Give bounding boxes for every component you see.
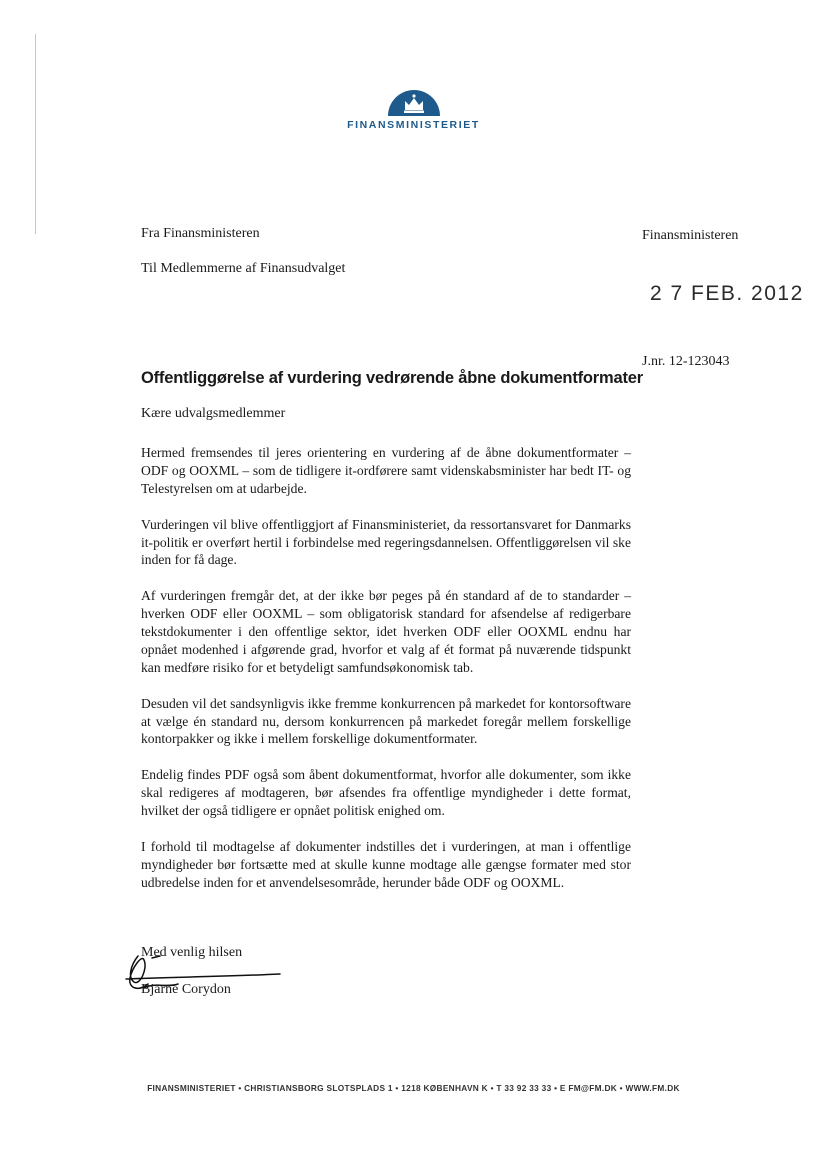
ministry-logo-text: FINANSMINISTERIET	[347, 119, 480, 131]
body-paragraph: Af vurderingen fremgår det, at der ikke bør peges på én standard af de to standarder – hverken ODF eller OOXML – som obligatorisk standard for afsendelse af redigerbare tekstdokumenter i den offentlige sektor, idet hverken ODF eller OOXML endnu har opnået modenhed i afgørende grad, hvorfor et valg af ét format på nuværende tidspunkt kan medføre risiko for et betydeligt samfundsøkonomisk tab.	[141, 588, 631, 675]
letter-body	[141, 444, 631, 909]
body-paragraph: Endelig findes PDF også som åbent dokumentformat, hvorfor alle dokumenter, som ikke skal redigeres af modtageren, bør afsendes fra offentlige myndigheder i dette format, hvilket der også tidligere er opnået politisk enighed om.	[141, 767, 631, 819]
closing: Med venlig hilsen	[141, 945, 243, 960]
greeting: Kære udvalgsmedlemmer	[141, 406, 286, 421]
sender-label: Finansministeren	[642, 228, 739, 243]
signer-name: Bjarne Corydon	[141, 982, 231, 997]
letter-subject: Offentliggørelse af vurdering vedrørende åbne dokumentformater	[141, 369, 643, 387]
body-paragraph: Vurderingen vil blive offentliggjort af Finansministeriet, da ressortansvaret for Danmarks it-politik er overført hertil i forbindelse med regeringsdannelsen. Offentliggørelsen vil ske inden for få dage.	[141, 516, 631, 568]
letterhead-logo	[0, 88, 827, 131]
to-line: Til Medlemmerne af Finansudvalget	[141, 261, 346, 276]
scan-margin-line	[35, 34, 36, 234]
body-paragraph: I forhold til modtagelse af dokumenter indstilles det i vurderingen, at man i offentlige myndigheder bør fortsætte med at skulle kunne modtage alle gængse formater med stor udbredelse inden for et anvendelsesområde, herunder både ODF og OOXML.	[141, 838, 631, 890]
body-paragraph: Desuden vil det sandsynligvis ikke fremme konkurrencen på markedet for kontorsoftware at vælge én standard nu, dersom konkurrencen på markedet foregår mellem forskellige kontorpakker og ikke i mellem forskellige dokumentformater.	[141, 695, 631, 747]
from-line: Fra Finansministeren	[141, 226, 260, 241]
body-paragraph: Hermed fremsendes til jeres orientering en vurdering af de åbne dokumentformater – ODF og OOXML – som de tidligere it-ordførere samt videnskabsminister har bedt IT- og Telestyrelsen om at udarbejde.	[141, 445, 631, 496]
journal-number: J.nr. 12-123043	[642, 354, 730, 369]
footer-address: FINANSMINISTERIET • CHRISTIANSBORG SLOTSPLADS 1 • 1218 KØBENHAVN K • T 33 92 33 33 • E FM@FM.DK • WWW.FM.DK	[147, 1083, 680, 1093]
date-stamp: 2 7 FEB. 2012	[650, 282, 804, 305]
crown-emblem-icon	[386, 88, 442, 116]
